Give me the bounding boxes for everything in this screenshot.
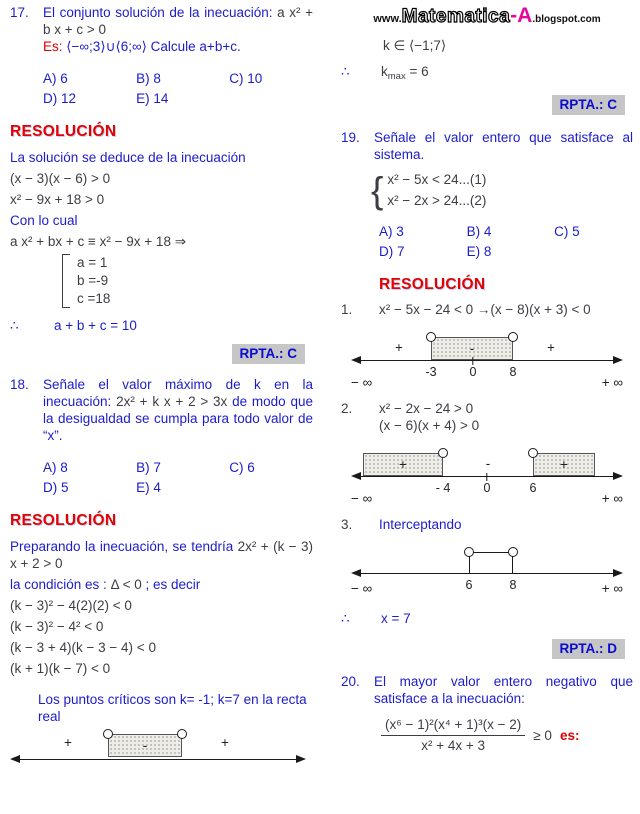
- option: A) 3: [379, 223, 404, 239]
- open-circle: [464, 547, 474, 557]
- logo-suffix: -A: [510, 4, 533, 27]
- problem-number: 19.: [341, 130, 360, 146]
- answer-badge: RPTA.: D: [552, 639, 626, 659]
- problem-number: 17.: [10, 5, 29, 20]
- neg-infinity-label: − ∞: [351, 581, 373, 597]
- option: C) 10: [229, 71, 263, 86]
- arrow-right-icon: [613, 356, 623, 364]
- resolution-text: Con lo cual: [10, 212, 78, 228]
- arrow-right-icon: [296, 755, 306, 763]
- neg-infinity-label: − ∞: [351, 491, 373, 507]
- neg-infinity-label: − ∞: [351, 375, 373, 391]
- number-line-critical-points: [10, 733, 306, 779]
- formula: (x − 3)(x − 6) > 0: [10, 170, 111, 186]
- option: A) 6: [43, 71, 68, 86]
- tick-label: 6: [465, 578, 473, 593]
- pos-infinity-label: + ∞: [601, 581, 623, 597]
- right-column: [341, 0, 633, 754]
- formula: (k − 3 + 4)(k − 3 − 4) < 0: [10, 639, 156, 655]
- step-3: [341, 516, 633, 533]
- system-brace: {: [371, 170, 384, 212]
- arrow-left-icon: [351, 356, 361, 364]
- axis-line: [361, 573, 613, 574]
- logo-www: www.: [373, 13, 402, 25]
- es-label: Es:: [43, 39, 63, 54]
- sign-label: -: [485, 456, 491, 472]
- answer-row: [341, 95, 625, 115]
- formula: [379, 400, 479, 434]
- open-circle: [508, 547, 518, 557]
- formula: x² − 2x − 24 > 0: [379, 401, 474, 417]
- formula: (k + 1)(k − 7) < 0: [10, 660, 111, 676]
- problem-statement: [43, 4, 313, 55]
- k-interval: k ∈ ⟨−1;7⟩: [383, 38, 447, 54]
- option: E) 8: [466, 243, 492, 259]
- coefficient-b: b =-9: [77, 272, 109, 288]
- interval-box: [533, 453, 595, 476]
- value: = 6: [405, 64, 429, 80]
- arrow-left-icon: [351, 472, 361, 480]
- inequality-fraction: [381, 716, 633, 754]
- step-text: Interceptando: [379, 517, 462, 533]
- formula: Δ < 0: [110, 576, 142, 592]
- formula: x² − 5x < 24...(1): [387, 172, 487, 188]
- interval-box: [363, 453, 443, 476]
- resolution-text: Preparando la inecuación, se tendría: [10, 538, 234, 554]
- answer-badge: RPTA.: C: [232, 344, 306, 364]
- relation: ≥ 0: [533, 727, 552, 743]
- option: C) 5: [554, 223, 580, 239]
- resolution-heading: RESOLUCIÓN: [379, 275, 486, 293]
- answer-row: [10, 344, 305, 364]
- therefore-symbol: ∴: [341, 611, 350, 627]
- option: E) 14: [136, 91, 169, 106]
- statement-text: Señale el valor máximo de k en la inecuación:: [43, 377, 313, 410]
- k-max-value: [381, 63, 429, 83]
- left-column: [10, 0, 313, 779]
- formula: x² − 9x + 18 > 0: [10, 191, 105, 207]
- option: A) 8: [43, 460, 68, 476]
- option: B) 8: [136, 71, 161, 86]
- formula: x² − 2x > 24...(2): [387, 192, 487, 208]
- option: D) 5: [43, 480, 69, 496]
- interval-box: [108, 734, 182, 757]
- problem-17: [10, 4, 313, 55]
- pos-infinity-label: + ∞: [601, 491, 623, 507]
- arrow-left-icon: [10, 755, 20, 763]
- formula: (k − 3)² − 4(2)(2) < 0: [10, 597, 132, 613]
- formula: x² − 5x − 24 < 0 →(x − 8)(x + 3) < 0: [379, 302, 591, 318]
- problem-number: 18.: [10, 377, 29, 393]
- tick-mark: [472, 357, 473, 365]
- conclusion-row: [341, 63, 633, 83]
- site-logo: [341, 3, 633, 29]
- number-line-1: [351, 330, 623, 394]
- step-number: 3.: [341, 517, 353, 533]
- problem-18: [10, 376, 313, 444]
- tick-label: 6: [529, 481, 537, 496]
- condition-line: [10, 576, 313, 593]
- arrow-right-icon: [613, 569, 623, 577]
- interval-bracket: [469, 552, 513, 573]
- conclusion-row: [10, 317, 313, 334]
- formula: 2x² + (k − 3) x + 2 > 0: [10, 538, 313, 571]
- open-circle: [177, 729, 187, 739]
- conclusion: a + b + c = 10: [54, 318, 137, 334]
- problem-number: 20.: [341, 674, 360, 690]
- resolution-text: [10, 538, 313, 572]
- step-number: 2.: [341, 401, 353, 417]
- tick-label: -3: [425, 365, 437, 380]
- option: B) 4: [466, 223, 492, 239]
- logo-domain: .blogspot.com: [532, 14, 601, 25]
- formula: (x − 6)(x + 4) > 0: [379, 418, 480, 434]
- axis-line: [361, 360, 613, 361]
- formula: (k − 3)² − 4² < 0: [10, 618, 104, 634]
- logo-name: Matematica: [401, 6, 511, 27]
- option: D) 12: [43, 91, 77, 106]
- tick-label: 0: [483, 481, 491, 496]
- option: E) 4: [136, 480, 161, 496]
- option: C) 6: [229, 460, 255, 476]
- solution-interval: ⟨−∞;3⟩∪⟨6;∞⟩: [66, 39, 147, 54]
- coefficient-a: a = 1: [77, 254, 108, 270]
- tick-mark: [486, 473, 487, 481]
- answer-badge: RPTA.: C: [552, 95, 626, 115]
- options-18: [43, 459, 313, 496]
- sign-label: +: [547, 340, 555, 356]
- sign-label: +: [64, 734, 72, 750]
- subscript: max: [387, 71, 406, 83]
- options-17: [43, 70, 313, 107]
- problem-19: [341, 129, 633, 163]
- therefore-symbol: ∴: [10, 318, 19, 334]
- problem-statement: Señale el valor entero que satisface al sistema.: [374, 130, 633, 163]
- fraction-numerator: (x⁶ − 1)²(x⁴ + 1)³(x − 2): [385, 717, 522, 733]
- variable: k: [381, 64, 388, 80]
- conclusion-row: [341, 610, 633, 627]
- statement-text: El conjunto solución de la inecuación:: [43, 5, 273, 20]
- number-line-2: [351, 446, 623, 510]
- sign-label: +: [395, 340, 403, 356]
- es-label: es:: [559, 727, 580, 743]
- open-circle: [508, 332, 518, 342]
- answer-row: [341, 639, 625, 659]
- bracket-icon: [62, 254, 70, 309]
- coefficient-c: c =18: [77, 290, 111, 306]
- fraction: [381, 716, 525, 754]
- tick-label: 8: [509, 365, 517, 380]
- fraction-denominator: x² + 4x + 3: [381, 735, 525, 754]
- step-number: 1.: [341, 302, 353, 318]
- statement-text: de modo que la desigualdad se cumpla para todo valor de “x”.: [43, 394, 313, 444]
- pos-infinity-label: + ∞: [601, 375, 623, 391]
- sign-label: -: [469, 341, 475, 357]
- open-circle: [426, 332, 436, 342]
- conclusion: x = 7: [381, 611, 411, 627]
- coefficients-block: [62, 254, 313, 309]
- problem-statement: El mayor valor entero negativo que satisface a la inecuación:: [374, 674, 633, 707]
- option: D) 7: [379, 243, 405, 259]
- problem-statement: [43, 376, 313, 444]
- tick-label: 8: [509, 578, 517, 593]
- formula: a x² + bx + c ≡ x² − 9x + 18 ⇒: [10, 233, 187, 249]
- formula: a x² + b x + c > 0: [43, 5, 313, 37]
- options-19: [379, 223, 633, 260]
- equation-system: [371, 170, 633, 211]
- sign-label: -: [142, 737, 148, 753]
- arrow-left-icon: [351, 569, 361, 577]
- formula: 2x² + k x + 2 > 3x: [116, 394, 228, 410]
- therefore-symbol: ∴: [341, 64, 350, 80]
- step-2: [341, 400, 633, 434]
- axis-line: [20, 759, 296, 760]
- step-1: [341, 301, 633, 318]
- resolution-text: la condición es :: [10, 576, 107, 592]
- problem-20: [341, 673, 633, 707]
- resolution-text: ; es decir: [145, 576, 201, 592]
- critical-points-note: Los puntos críticos son k= -1; k=7 en la recta real: [38, 691, 307, 724]
- resolution-heading: RESOLUCIÓN: [10, 123, 117, 140]
- resolution-heading: RESOLUCIÓN: [10, 512, 117, 530]
- open-circle: [438, 448, 448, 458]
- resolution-text: La solución se deduce de la inecuación: [10, 149, 246, 165]
- open-circle: [103, 729, 113, 739]
- sign-label: +: [221, 734, 229, 750]
- arrow-right-icon: [613, 472, 623, 480]
- tick-label: 0: [469, 365, 477, 380]
- sign-label: +: [560, 457, 568, 473]
- sign-label: +: [399, 457, 407, 473]
- open-circle: [528, 448, 538, 458]
- number-line-3: [351, 543, 623, 601]
- tick-label: - 4: [435, 481, 451, 496]
- statement-text: Calcule a+b+c.: [150, 39, 241, 54]
- option: B) 7: [136, 460, 161, 476]
